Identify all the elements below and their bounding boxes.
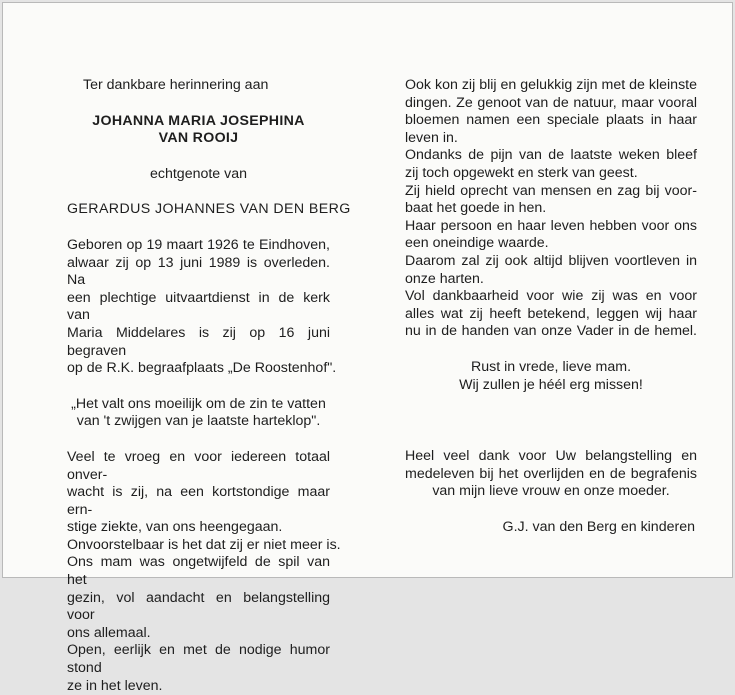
deceased-name-line2: VAN ROOIJ	[158, 130, 239, 147]
tribute-line: Ons mam was ongetwijfeld de spil van het	[67, 554, 330, 589]
tribute-line: Veel te vroeg en voor iedereen totaal onver-	[67, 448, 330, 483]
thanks-paragraph	[405, 448, 697, 501]
memory-line: Zij hield oprecht van mensen en zag bij voor-	[405, 182, 697, 199]
memory-line: Daarom zal zij ook altijd blijven voortleven in	[405, 252, 697, 269]
memory-line: onze harten.	[405, 270, 484, 287]
tribute-line: wacht is zij, na een kortstondige maar ern-	[67, 484, 330, 518]
biography-paragraph	[67, 236, 337, 378]
tribute-line: ze in het leven.	[67, 677, 163, 694]
memory-line: alles wat zij heeft betekend, leggen wij haar	[405, 305, 697, 322]
bio-line: op de R.K. begraafplaats „De Roostenhof".	[67, 360, 337, 377]
spouse-name: GERARDUS JOHANNES VAN DEN BERG	[67, 201, 351, 218]
memory-line: zij toch opgewekt en sterk van geest.	[405, 164, 638, 181]
memory-line: bloemen namen een speciale plaats in haar	[405, 112, 697, 129]
farewell-paragraph	[405, 359, 697, 394]
signature: G.J. van den Berg en kinderen	[502, 518, 695, 535]
quote-paragraph	[67, 396, 330, 431]
quote-line: van 't zwijgen van je laatste harteklop".	[76, 413, 321, 430]
farewell-line: Rust in vrede, lieve mam.	[470, 358, 632, 375]
tribute-line: Onvoorstelbaar is het dat zij er niet meer is.	[67, 536, 341, 553]
memory-line: nu in de handen van onze Vader in de hemel.	[405, 323, 697, 340]
intro-text: Ter dankbare herinnering aan	[83, 77, 269, 93]
tribute-line: stige ziekte, van ons heengegaan.	[67, 519, 283, 536]
thanks-line: van mijn lieve vrouw en onze moeder.	[432, 483, 670, 500]
tribute-line: gezin, vol aandacht en belangstelling voor	[67, 589, 330, 624]
bio-line: Geboren op 19 maart 1926 te Eindhoven,	[67, 236, 330, 253]
right-column	[405, 77, 697, 536]
tribute-paragraph	[67, 448, 341, 695]
thanks-line: medeleven bij het overlijden en de begrafenis	[405, 465, 697, 482]
quote-line: „Het valt ons moeilijk om de zin te vatten	[71, 395, 326, 412]
left-column	[67, 77, 351, 695]
bio-line: Maria Middelares is zij op 16 juni begraven	[67, 324, 330, 359]
farewell-line: Wij zullen je héél erg missen!	[459, 376, 643, 393]
memory-line: een oneindige waarde.	[405, 235, 549, 252]
bio-line: een plechtige uitvaartdienst in de kerk van	[67, 289, 330, 324]
deceased-name-line1: JOHANNA MARIA JOSEPHINA	[92, 112, 305, 129]
memory-line: leven in.	[405, 129, 458, 146]
memory-line: baat het goede in hen.	[405, 200, 547, 217]
memory-line: Haar persoon en haar leven hebben voor ons	[405, 217, 697, 234]
tribute-line: Open, eerlijk en met de nodige humor stond	[67, 642, 330, 677]
memory-line: Vol dankbaarheid voor wie zij was en voor	[405, 288, 697, 305]
spouse-label: echtgenote van	[149, 165, 248, 182]
memory-line: Ondanks de pijn van de laatste weken bleef	[405, 147, 697, 164]
thanks-line: Heel veel dank voor Uw belangstelling en	[405, 448, 697, 465]
memory-line: dingen. Ze genoot van de natuur, maar vooral	[405, 94, 697, 111]
tribute-line: ons allemaal.	[67, 624, 151, 641]
memory-paragraph	[405, 77, 697, 341]
bio-line: alwaar zij op 13 juni 1989 is overleden. Na	[67, 254, 330, 289]
memorial-card	[2, 2, 733, 694]
memory-line: Ook kon zij blij en gelukkig zijn met de kleinste	[405, 77, 697, 93]
